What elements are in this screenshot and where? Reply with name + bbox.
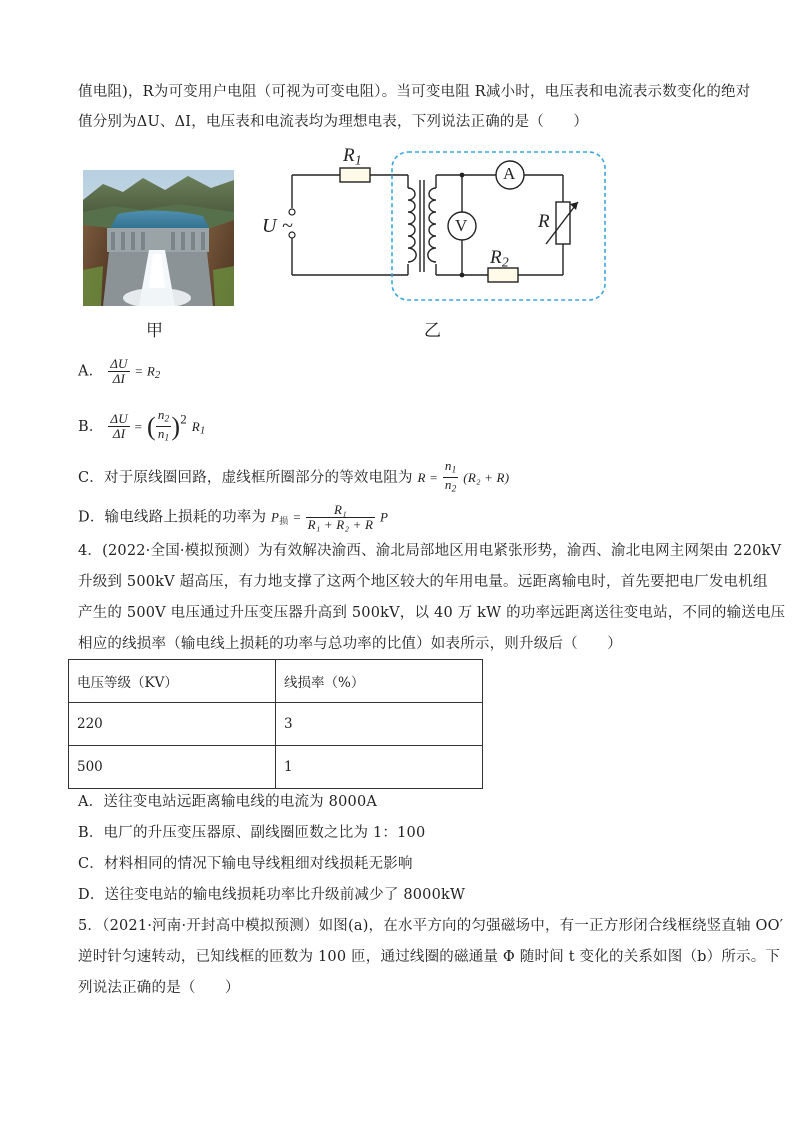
table-cell: 220 <box>69 703 276 746</box>
r1-label: $R_1$ <box>343 145 362 168</box>
table-header-cell: 线损率（%） <box>276 660 483 703</box>
q5-stem-line-2: 逆时针匀速转动，已知线框的匝数为 100 匝，通过线圈的磁通量 Φ 随时间 t 变化的关系如图（b）所示。下 <box>78 949 781 965</box>
figure-caption-jia: 甲 <box>146 321 163 341</box>
q3-option-b[interactable]: B． $\frac{\Delta U}{\Delta I}$ = ( $\frac{n_2}{n_1}$ )2 $R_1$ <box>78 407 206 444</box>
line-loss-table <box>68 659 483 789</box>
table-cell: 3 <box>276 703 483 746</box>
table-header-row <box>69 660 483 703</box>
dam-photo <box>83 170 234 306</box>
r2-label: $R_2$ <box>490 247 509 270</box>
figure-caption-yi: 乙 <box>424 321 441 341</box>
voltmeter-label: V <box>455 216 468 235</box>
q4-stem-line-4: 相应的线损率（输电线上损耗的功率与总功率的比值）如表所示，则升级后（ ） <box>78 636 622 652</box>
q5-stem-line-1: 5．（2021·河南·开封高中模拟预测）如图(a)，在水平方向的匀强磁场中，有一正方形闭合线框绕竖直轴 OO′ <box>78 918 784 934</box>
variable-r-label: R <box>538 211 550 232</box>
table-cell: 1 <box>276 746 483 789</box>
ammeter-label: A <box>503 164 516 183</box>
transformer-circuit-diagram <box>250 140 620 315</box>
table-header-cell: 电压等级（KV） <box>69 660 276 703</box>
table-row <box>69 746 483 789</box>
q3-option-d[interactable]: D．输电线路上损耗的功率为 $P_损$ = $\frac{\text{R₁}}{\text{R₁ + R₂ + R}}$ P <box>78 502 389 532</box>
q3-stem-line-2: 值分别为ΔU、ΔI，电压表和电流表均为理想电表，下列说法正确的是（ ） <box>78 114 589 130</box>
table-row <box>69 703 483 746</box>
q4-option-c[interactable]: C．材料相同的情况下输电导线粗细对线损耗无影响 <box>78 856 413 872</box>
source-label-u: U ~ <box>262 215 293 237</box>
q4-stem-line-3: 产生的 500V 电压通过升压变压器升高到 500kV，以 40 万 kW 的功率远距离送往变电站，不同的输送电压 <box>78 605 786 621</box>
variable-resistor-r <box>556 202 570 244</box>
q4-option-a[interactable]: A．送往变电站远距离输电线的电流为 8000A <box>78 794 378 810</box>
q4-option-b[interactable]: B．电厂的升压变压器原、副线圈匝数之比为 1：100 <box>78 825 426 841</box>
q3-stem-line-1: 值电阻)，R为可变用户电阻（可视为可变电阻）。当可变电阻 R减小时，电压表和电流表示数变化的绝对 <box>78 84 751 100</box>
q4-stem-line-1: 4．(2022·全国·模拟预测）为有效解决渝西、渝北局部地区用电紧张形势，渝西、渝北电网主网架由 220kV <box>78 543 782 559</box>
q4-stem-line-2: 升级到 500kV 超高压，有力地支撑了这两个地区较大的年用电量。远距离输电时，首先要把电厂发电机组 <box>78 574 768 590</box>
q3-option-c[interactable]: C．对于原线圈回路，虚线框所圈部分的等效电阻为 R = $\frac{n_1}{n_2}$ (R₂ + R) <box>78 458 510 495</box>
table-cell: 500 <box>69 746 276 789</box>
q5-stem-line-3: 列说法正确的是（ ） <box>78 980 240 996</box>
q4-option-d[interactable]: D．送往变电站的输电线损耗功率比升级前减少了 8000kW <box>78 887 466 903</box>
q3-option-a[interactable]: A． $\frac{\Delta U}{\Delta I}$ = $R_2$ <box>78 356 161 386</box>
